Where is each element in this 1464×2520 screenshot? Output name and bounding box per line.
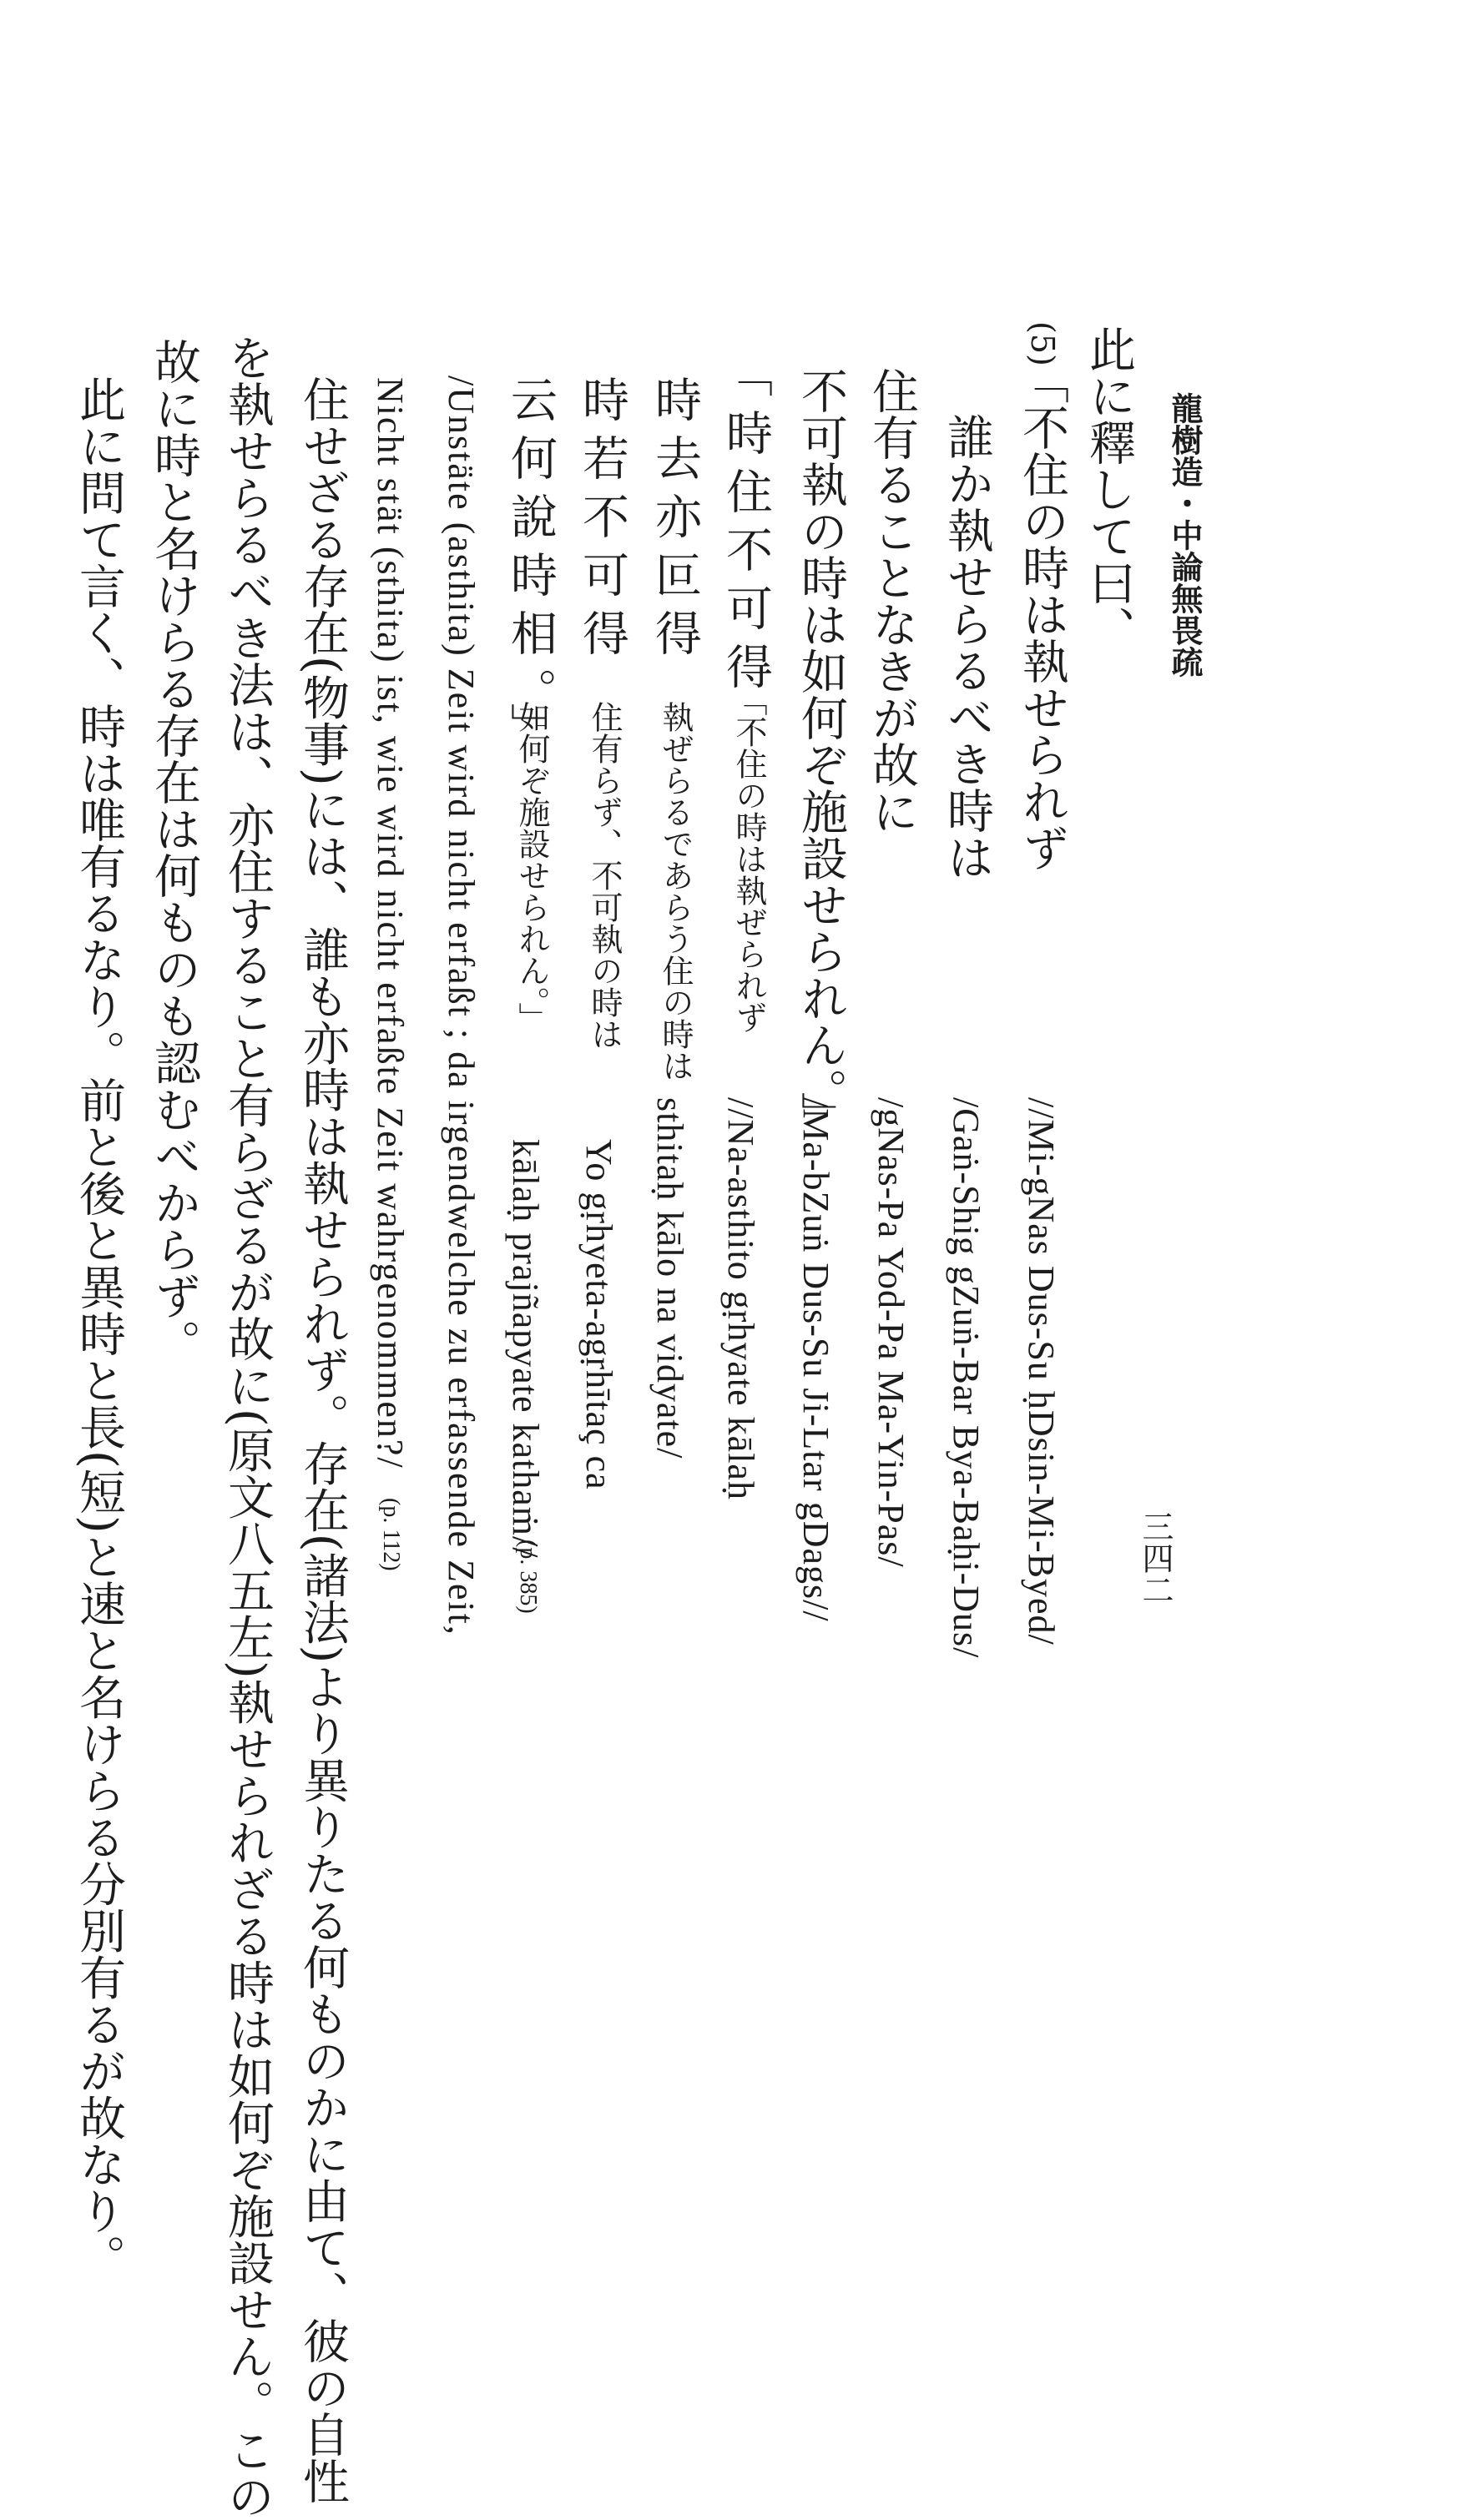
- chinese-line-4: 云何說時相。」: [503, 375, 558, 761]
- verse-line-3: 住有ることなきが故に: [865, 367, 919, 834]
- commentary-line-1: 住せざる存在(物事)には、誰も亦時は執せられず。存在(諸法)より異りたる何ものかに由て、彼の自性: [295, 375, 350, 2505]
- sanskrit-line-1: //Na-asthito gṛhyate kālaḥ: [720, 1097, 761, 1500]
- verse-note-1: 「不住の時は執ぜられず: [730, 684, 767, 1033]
- commentary-line-3: 故に時と名けらる存在は何ものも認むべからず。: [147, 338, 201, 1366]
- sanskrit-line-3: Yo gṛhyeta-agṛhītaç ca: [578, 1139, 619, 1490]
- verse-line-2: 誰か執せらるべき時は: [940, 413, 994, 880]
- verse-line-4: 不可執の時は如何ぞ施設せられん。」: [794, 367, 848, 1138]
- verse-line-1: 「不住の時は執せられず: [1015, 357, 1069, 871]
- chinese-line-1: 「時住不可得: [719, 350, 773, 701]
- verse-note-4: 如何ぞ施設せられん。」: [513, 701, 550, 1034]
- tibetan-line-1: //Mi-gNas Dus-Su ḥDsin-Mi-Byed/: [1021, 1097, 1062, 1646]
- intro-line: 此に釋して曰、: [1082, 325, 1136, 653]
- chinese-line-3: 時若不可得: [575, 375, 629, 668]
- chinese-line-2: 時去亦叵得: [648, 375, 702, 668]
- verse-number: (5): [1024, 321, 1061, 366]
- german-line-1: /Unstäte (asthita) Zeit wird nicht erfaßt ; da irgendwelche zu erfassende Zeit,: [441, 375, 482, 1636]
- page-number: 三四二: [1137, 1510, 1174, 1605]
- tibetan-line-4: /Ma-bZuṅ Dus-Su Ji-Ltar gDags//: [795, 1097, 836, 1622]
- verse-note-3: 住有らず、不可執の時は: [586, 701, 623, 1050]
- running-header: 龍樹造・中論無畏疏: [1166, 392, 1204, 678]
- german-line-2: Nicht stät (sthita) ist, wie wird nicht erfaßte Zeit wahrgenommen?/: [370, 377, 411, 1469]
- german-page-ref: (p. 112): [378, 1498, 404, 1571]
- verse-note-2: 執ぜらるであらう住の時は: [657, 701, 694, 1081]
- sanskrit-line-4: kālaḥ prajñapyate kathaṁ//: [505, 1139, 546, 1559]
- commentary-line-2: を執せらるべき法は、亦住すること有らざるが故に(原文八五左)執せられざる時は如何ぞ施設せん。この: [220, 334, 275, 2520]
- sanskrit-line-2: sthitaḥ kālo na vidyate/: [649, 1097, 690, 1459]
- tibetan-line-2: /Gaṅ-Shig gZuṅ-Bar Bya-Baḥi-Dus/: [946, 1097, 987, 1659]
- sanskrit-page-ref: (p. 385): [515, 1540, 541, 1614]
- tibetan-line-3: /gNas-Pa Yod-Pa Ma-Yin-Pas/: [871, 1097, 911, 1568]
- commentary-line-4: 此に問て言く、時は唯有るなり。前と後と異時と長(短)と速と名けらる分別有るが故なり。: [72, 375, 126, 2281]
